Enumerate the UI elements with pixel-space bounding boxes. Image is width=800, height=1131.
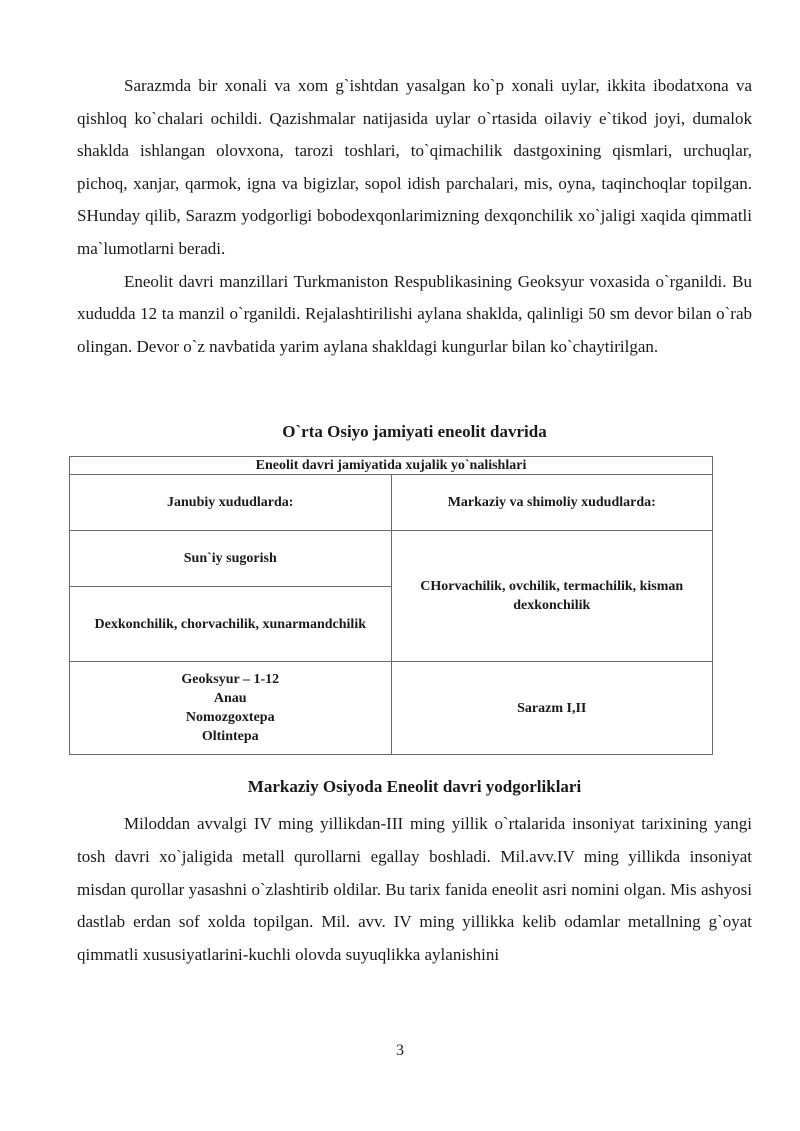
table-cell-irrigation: Sun`iy sugorish (70, 531, 392, 587)
site-name: Nomozgoxtepa (185, 710, 275, 726)
site-name: Anau (213, 691, 247, 707)
table-cell-south-sites (70, 662, 392, 755)
paragraph-metal-age: Miloddan avvalgi IV ming yillikdan-III ming yillik o`rtalarida insoniyat tarixining yangi tosh davri xo`jaligida metall qurollarni egallay boshladi. Mil.avv.IV ming yillikda insoniyat misdan qurollar yasashni o`zlashtirib oldilar. Bu tarix fanida eneolit asri nomini olgan. Mis ashyosi dastlab erdan sof xolda topilgan. Mil. avv. IV ming yillikka kelib odamlar metallning g`oyat qimmatli xususiyatlarini-kuchli olovda suyuqlikka aylanishini (77, 814, 752, 964)
section-heading-eneolit-society: O`rta Osiyo jamiyati eneolit davrida (282, 422, 547, 442)
column-header-south: Janubiy xududlarda: (70, 475, 392, 531)
site-name: Oltintepa (201, 729, 259, 745)
table-cell-central-sites: Sarazm I,II (391, 662, 713, 755)
table-caption: Eneolit davri jamiyatida xujalik yo`nalishlari (70, 457, 713, 475)
paragraph-geoksyur: Eneolit davri manzillari Turkmaniston Respublikasining Geoksyur voxasida o`rganildi. Bu xududda 12 ta manzil o`rganildi. Rejalashtirilishi aylana shaklda, qalinligi 50 sm devor bilan o`rab olingan. Devor o`z navbatida yarim aylana shakldagi kungurlar bilan ko`chaytirilgan. (77, 271, 752, 356)
table-cell-central-economy: CHorvachilik, ovchilik, termachilik, kisman dexkonchilik (391, 531, 713, 662)
eneolit-economy-table (69, 456, 713, 755)
column-header-central-north: Markaziy va shimoliy xududlarda: (391, 475, 713, 531)
paragraph-sarazm: Sarazmda bir xonali va xom g`ishtdan yasalgan ko`p xonali uylar, ikkita ibodatxona va qishloq ko`chalari ochildi. Qazishmalar natijasida uylar o`rtasida oilaviy e`tikod joyi, dumalok shaklda ishlangan olovxona, tarozi toshlari, to`qimachilik dastgoxining qismlari, urchuqlar, pichoq, xanjar, qarmok, igna va bigizlar, sopol idish parchalari, mis, oyna, taqinchoqlar topilgan. SHunday qilib, Sarazm yodgorligi bobodexqonlarimizning dexqonchilik xo`jaligi xaqida qimmatli ma`lumotlarni beradi. (77, 76, 752, 258)
table-cell-south-economy: Dexkonchilik, chorvachilik, xunarmandchilik (70, 587, 392, 662)
section-heading-monuments: Markaziy Osiyoda Eneolit davri yodgorliklari (247, 777, 582, 797)
page-number: 3 (396, 1042, 404, 1059)
site-name: Geoksyur – 1-12 (181, 672, 280, 688)
document-page (77, 70, 752, 971)
